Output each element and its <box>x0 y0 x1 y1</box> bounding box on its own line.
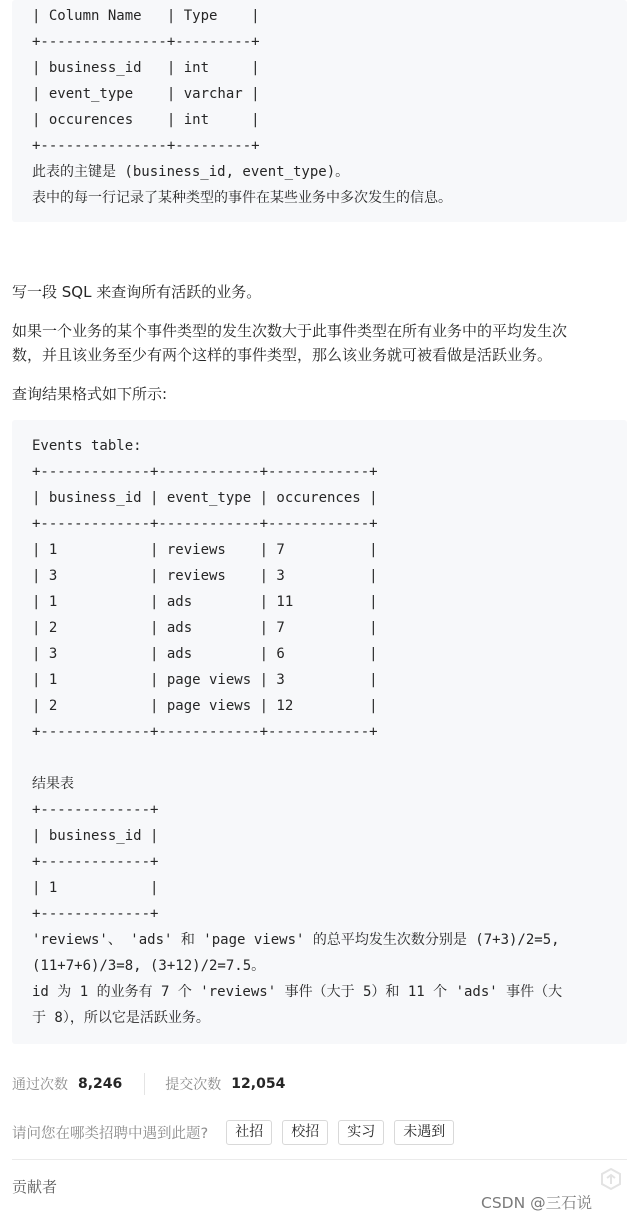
watermark-logo-icon <box>598 1166 624 1192</box>
stats-divider <box>144 1073 145 1095</box>
code-line: 'reviews'、 'ads' 和 'page views' 的总平均发生次数分别是 (7+3)/2=5, <box>32 932 560 948</box>
code-line: +-------------+------------+------------+ <box>32 724 378 740</box>
code-line: +---------------+---------+ <box>32 34 260 50</box>
code-line: +-------------+------------+------------+ <box>32 516 378 532</box>
code-line: | 3 | reviews | 3 | <box>32 568 378 584</box>
passed-value: 8,246 <box>78 1076 123 1092</box>
code-line: | 1 | page views | 3 | <box>32 672 378 688</box>
code-line: | 2 | page views | 12 | <box>32 698 378 714</box>
problem-description-line-1: 如果一个业务的某个事件类型的发生次数大于此事件类型在所有业务中的平均发生次 <box>12 322 568 340</box>
contributors-label[interactable]: 贡献者 <box>12 1178 58 1196</box>
submitted-value: 12,054 <box>231 1076 286 1092</box>
example-code-block <box>12 420 627 1044</box>
code-line: +-------------+------------+------------+ <box>32 464 378 480</box>
survey-option-not-encountered[interactable]: 未遇到 <box>394 1120 454 1145</box>
code-line: | 1 | <box>32 880 159 896</box>
survey-option-social[interactable]: 社招 <box>226 1120 272 1145</box>
problem-description-line-2: 数，并且该业务至少有两个这样的事件类型，那么该业务就可被看做是活跃业务。 <box>12 346 553 364</box>
recruitment-survey <box>12 1118 454 1146</box>
code-line: | business_id | event_type | occurences | <box>32 490 378 506</box>
problem-statement: 写一段 SQL 来查询所有活跃的业务。 <box>12 283 262 301</box>
csdn-watermark: CSDN @三石说 <box>481 1194 593 1212</box>
code-line: | 2 | ads | 7 | <box>32 620 378 636</box>
code-line: | event_type | varchar | <box>32 86 260 102</box>
schema-code-block <box>12 0 627 222</box>
survey-option-internship[interactable]: 实习 <box>338 1120 384 1145</box>
code-line: +-------------+ <box>32 906 159 922</box>
code-line: | 1 | ads | 11 | <box>32 594 378 610</box>
code-line: | business_id | <box>32 828 159 844</box>
code-line: | 3 | ads | 6 | <box>32 646 378 662</box>
code-line: | occurences | int | <box>32 112 260 128</box>
code-line: +---------------+---------+ <box>32 138 260 154</box>
submitted-label: 提交次数 <box>165 1077 222 1093</box>
code-line: | business_id | int | <box>32 60 260 76</box>
code-line: | 1 | reviews | 7 | <box>32 542 378 558</box>
survey-question: 请问您在哪类招聘中遇到此题? <box>12 1125 209 1142</box>
code-line: +-------------+ <box>32 854 159 870</box>
result-format-label: 查询结果格式如下所示: <box>12 385 168 403</box>
code-line: (11+7+6)/3=8, (3+12)/2=7.5。 <box>32 958 266 974</box>
code-line: 表中的每一行记录了某种类型的事件在某些业务中多次发生的信息。 <box>32 190 452 206</box>
code-line: +-------------+ <box>32 802 159 818</box>
code-line: | Column Name | Type | <box>32 8 260 24</box>
code-line: 结果表 <box>32 776 74 792</box>
code-line: id 为 1 的业务有 7 个 'reviews' 事件（大于 5）和 11 个 'ads' 事件（大 <box>32 984 563 1000</box>
code-line: 于 8），所以它是活跃业务。 <box>32 1010 210 1026</box>
passed-label: 通过次数 <box>12 1077 68 1093</box>
code-line: Events table: <box>32 438 142 454</box>
survey-option-campus[interactable]: 校招 <box>282 1120 328 1145</box>
code-line: 此表的主键是 (business_id, event_type)。 <box>32 164 350 180</box>
submission-stats <box>12 1071 285 1097</box>
section-divider <box>12 1159 627 1160</box>
